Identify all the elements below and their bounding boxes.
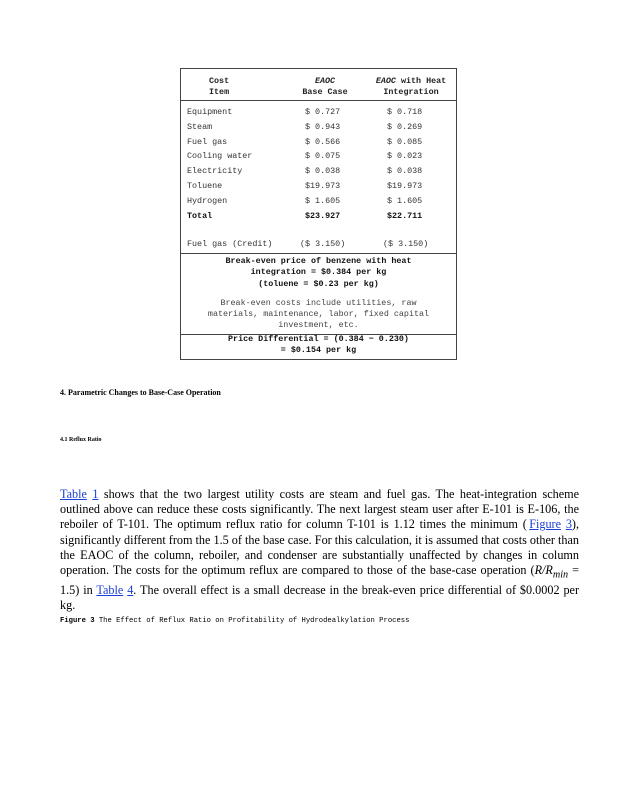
header-eaoc-integration: EAOC with Heat Integration — [375, 76, 447, 97]
table-row: Fuel gas $ 0.566 $ 0.085 — [187, 136, 423, 147]
subsection-title: 4.1 Reflux Ratio — [60, 437, 102, 443]
header-eaoc-base: EAOC Base Case — [302, 76, 348, 97]
figure-link[interactable]: Figure — [529, 517, 562, 532]
table-row: Cooling water $ 0.075 $ 0.023 — [187, 151, 423, 162]
table-link[interactable]: Table — [60, 487, 87, 501]
table-row: Equipment $ 0.727 $ 0.718 — [187, 107, 423, 117]
table-credit-row: Fuel gas (Credit) ($ 3.150) ($ 3.150) — [187, 239, 429, 249]
table-4-number-link[interactable]: 4 — [127, 582, 134, 597]
figure-number-link[interactable]: 3 — [565, 517, 572, 532]
breakeven-section — [181, 253, 456, 335]
table-header — [181, 69, 456, 101]
cost-comparison-table — [180, 68, 457, 360]
table-4-link[interactable]: Table — [96, 582, 124, 597]
table-row: Toluene $19.973 $19.973 — [187, 180, 423, 191]
table-row: Electricity $ 0.038 $ 0.038 — [187, 166, 423, 177]
table-body — [181, 105, 456, 223]
table-total-row: Total $23.927 $22.711 — [187, 210, 423, 221]
header-cost-item: Cost Item — [209, 76, 230, 97]
table-row: Steam $ 0.943 $ 0.269 — [187, 121, 423, 132]
table-row: Hydrogen $ 1.605 $ 1.605 — [187, 195, 423, 206]
price-differential: Price Differential = (0.384 − 0.230) = $0.154 per kg — [228, 334, 409, 356]
breakeven-price: Break-even price of benzene with heat integration = $0.384 per kg (toluene = $0.23 per kg) — [225, 256, 412, 289]
table-number-link[interactable]: 1 — [92, 487, 99, 501]
body-paragraph: Table 1 shows that the two largest utility costs are steam and fuel gas. The heat-integration scheme outlined above can reduce these costs significantly. The next largest steam user after E-101 is E-106, the reboiler of T-101. The optimum reflux ratio for column T-101 is 1.12 times the minimum ( Figure 3), significantly different from the 1.5 of the base case. For this calculation, it is assumed that costs other than the EAOC of the column, reboiler, and condenser are substantially unaffected by changes in column operation. The costs for the optimum reflux are compared to those of the base-case operation $(R/R_{min} = 1.5)$ in Table 4. The overall effect is a small decrease in the break-even price differential of $0.0002 per kg. — [60, 487, 580, 612]
section-title: 4. Parametric Changes to Base-Case Operation — [60, 388, 221, 397]
figure-caption: Figure 3 The Effect of Reflux Ratio on Profitability of Hydrodealkylation Process — [60, 617, 410, 625]
breakeven-note: Break-even costs include utilities, raw materials, maintenance, labor, fixed capital investment, etc. — [207, 297, 430, 331]
